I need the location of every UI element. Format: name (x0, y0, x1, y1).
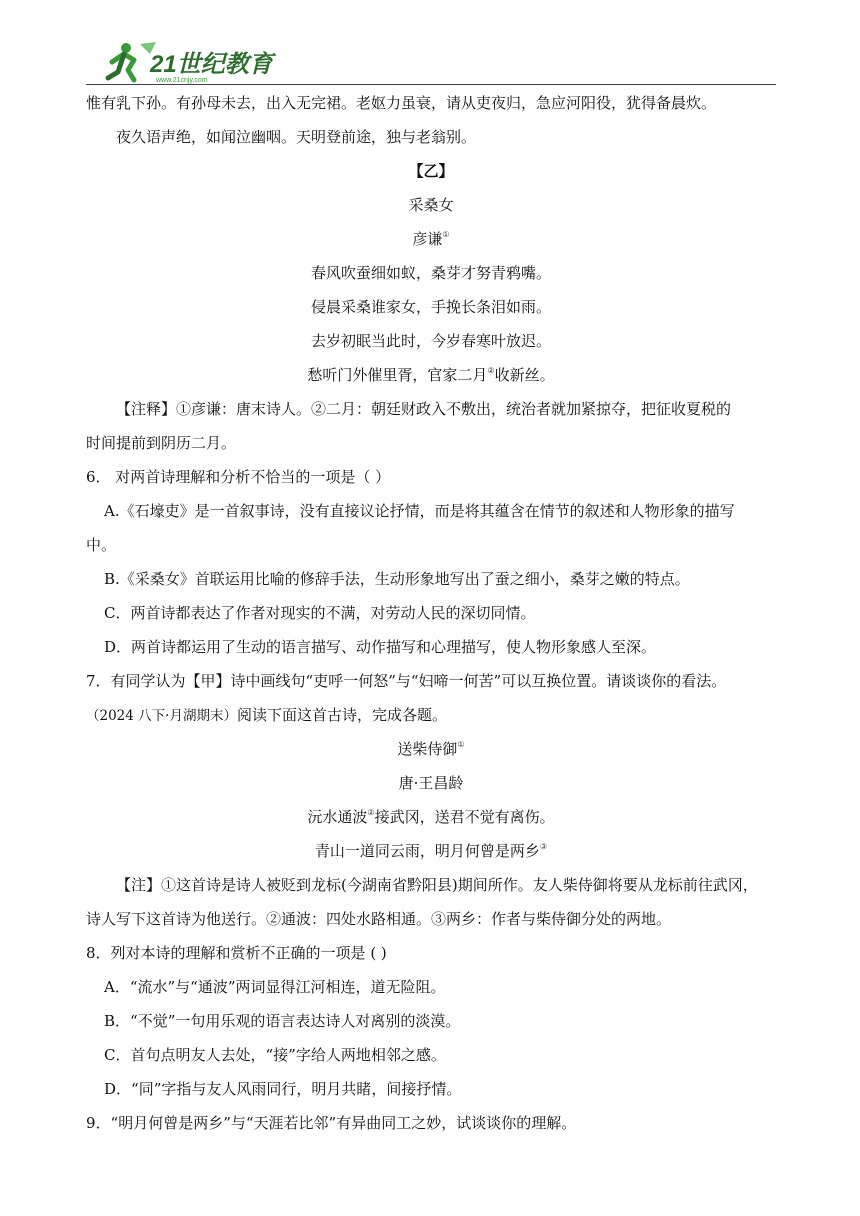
source-instruction: 阅读下面这首古诗，完成各题。 (236, 706, 447, 724)
poem2-line: 去岁初眠当此时，今岁春寒叶放迟。 (310, 332, 551, 350)
poem2-author (86, 222, 776, 256)
question-6-option-b: B.《采桑女》首联运用比喻的修辞手法，生动形象地写出了蚕之细小，桑芽之嫩的特点。 (104, 570, 690, 588)
question-6: 6． 对两首诗理解和分析不恰当的一项是（ ） (86, 468, 391, 486)
poem2-line: 春风吹蚕细如蚁，桑芽才努青鸦嘴。 (310, 264, 551, 282)
poem2-line-part: 收新丝。 (494, 366, 555, 384)
poem3-line-part: 沅水通波 (307, 808, 368, 826)
section-source (86, 698, 776, 732)
footnote-marker: ② (487, 366, 495, 375)
logo-url: www.21cnjy.com (156, 77, 208, 84)
section-yi-heading: 【乙】 (408, 162, 454, 180)
poem3-line-part: 接武冈，送君不觉有离伤。 (374, 808, 555, 826)
poem3-line-part: 青山一道同云雨，明月何曾是两乡 (314, 842, 540, 860)
poem1-continuation: 惟有乳下孙。有孙母未去，出入无完裙。老妪力虽衰，请从吏夜归，急应河阳役，犹得备晨炊。 (86, 94, 717, 112)
document-body (86, 86, 776, 1140)
question-8-option-c: C．首句点明友人去处，“接”字给人两地相邻之感。 (104, 1046, 446, 1064)
question-6-option-d: D．两首诗都运用了生动的语言描写、动作描写和心理描写，使人物形象感人至深。 (104, 638, 657, 656)
poem3-notes: 【注】①这首诗是诗人被贬到龙标(今湖南省黔阳县)期间所作。友人柴侍御将要从龙标前往武冈， (116, 876, 758, 894)
question-8-option-d: D．“同”字指与友人风雨同行，明月共睹，间接抒情。 (104, 1080, 462, 1098)
poem1-ending: 夜久语声绝，如闻泣幽咽。天明登前途，独与老翁别。 (116, 128, 477, 146)
header-rule (86, 84, 776, 85)
poem3-author: 唐·王昌龄 (398, 774, 464, 792)
poem3-line (86, 834, 776, 868)
poem2-notes: 【注释】①彦谦：唐末诗人。②二月：朝廷财政入不敷出，统治者就加紧掠夺，把征收夏税的 (116, 400, 732, 418)
poem2-author-name: 彦谦 (412, 230, 443, 248)
footnote-marker: ② (367, 808, 375, 817)
poem2-line (86, 358, 776, 392)
poem2-line-part: 愁听门外催里胥，官家二月 (307, 366, 488, 384)
question-9: 9．“明月何曾是两乡”与“天涯若比邻”有异曲同工之妙，试谈谈你的理解。 (86, 1114, 577, 1132)
question-8-option-b: B．“不觉”一句用乐观的语言表达诗人对离别的淡漠。 (104, 1012, 461, 1030)
source-tag: （2024 八下·月湖期末） (86, 708, 237, 724)
poem3-notes-cont: 诗人写下这首诗为他送行。②通波：四处水路相通。③两乡：作者与柴侍御分处的两地。 (86, 910, 672, 928)
question-7: 7．有同学认为【甲】诗中画线句“吏呼一何怒”与“妇啼一何苦”可以互换位置。请谈谈你的看法。 (86, 672, 727, 690)
poem3-line (86, 800, 776, 834)
poem2-title: 采桑女 (408, 196, 454, 214)
question-6-option-a-cont: 中。 (86, 536, 117, 554)
poem3-title-text: 送柴侍御 (397, 740, 458, 758)
runner-icon (108, 42, 156, 80)
question-6-option-a: A.《石壕吏》是一首叙事诗，没有直接议论抒情，而是将其蕴含在情节的叙述和人物形象的描写 (104, 502, 735, 520)
poem2-notes-cont: 时间提前到阴历二月。 (86, 434, 237, 452)
question-8-option-a: A．“流水”与“通波”两词显得江河相连，道无险阻。 (104, 978, 446, 996)
poem2-line: 侵晨采桑谁家女，手挽长条泪如雨。 (310, 298, 551, 316)
footnote-marker: ③ (539, 842, 548, 851)
footnote-marker: ① (457, 740, 465, 749)
footnote-marker: ① (442, 230, 450, 239)
question-8: 8．列对本诗的理解和赏析不正确的一项是 ( ) (86, 944, 387, 962)
logo (104, 40, 279, 84)
logo-text: 21世纪教育 (150, 51, 273, 78)
poem3-title (86, 732, 776, 766)
question-6-option-c: C．两首诗都表达了作者对现实的不满，对劳动人民的深切同情。 (104, 604, 536, 622)
page-header (0, 0, 860, 90)
